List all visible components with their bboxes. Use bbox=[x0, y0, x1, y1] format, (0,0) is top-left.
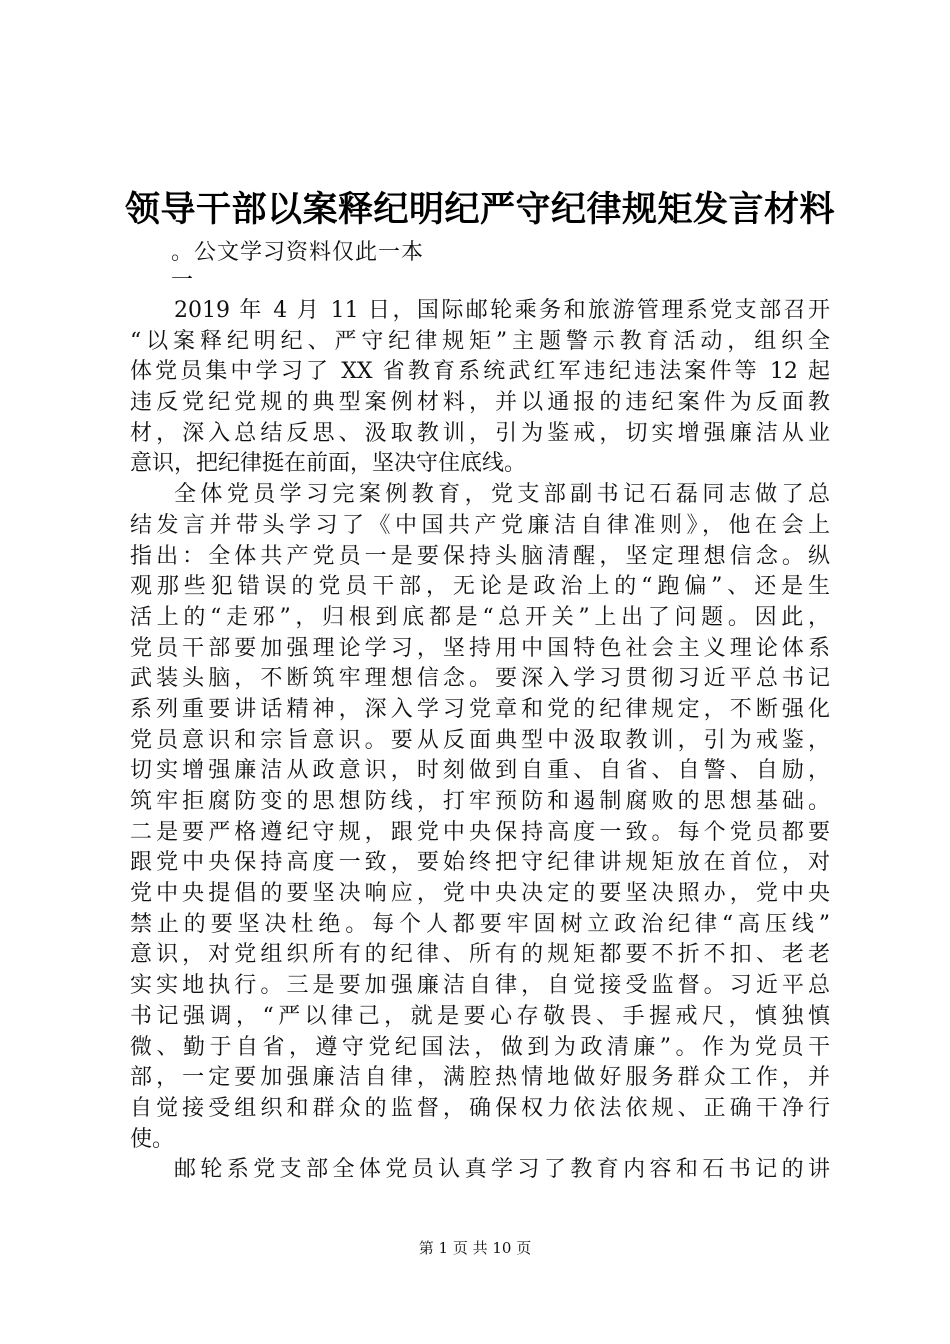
paragraph-2-line: 观那些犯错误的党员干部，无论是政治上的“跑偏”、还是生 bbox=[130, 574, 830, 600]
paragraph-2-line: 全体党员学习完案例教育，党支部副书记石磊同志做了总 bbox=[174, 482, 830, 508]
paragraph-2-line: 指出：全体共产党员一是要保持头脑清醒，坚定理想信念。纵 bbox=[130, 543, 830, 569]
paragraph-2-line: 使。 bbox=[130, 1126, 175, 1152]
paragraph-2-line: 武装头脑，不断筑牢理想信念。要深入学习贯彻习近平总书记 bbox=[130, 666, 830, 692]
paragraph-2-line: 二是要严格遵纪守规，跟党中央保持高度一致。每个党员都要 bbox=[130, 819, 830, 845]
paragraph-1-line: 材，深入总结反思、汲取教训，引为鉴戒，切实增强廉洁从业 bbox=[130, 420, 830, 446]
document-title: 领导干部以案释纪明纪严守纪律规矩发言材料 bbox=[124, 189, 835, 230]
paragraph-2-line: 禁止的要坚决杜绝。每个人都要牢固树立政治纪律“高压线” bbox=[130, 911, 830, 937]
paragraph-2-line: 自觉接受组织和群众的监督，确保权力依法依规、正确干净行 bbox=[130, 1095, 830, 1121]
paragraph-2-line: 实实地执行。三是要加强廉洁自律，自觉接受监督。习近平总 bbox=[130, 973, 830, 999]
paragraph-2-line: 意识，对党组织所有的纪律、所有的规矩都要不折不扣、老老 bbox=[130, 942, 830, 968]
paragraph-2-line: 书记强调，“严以律己，就是要心存敬畏、手握戒尺，慎独慎 bbox=[130, 1003, 830, 1029]
page-footer: 第 1 页 共 10 页 bbox=[418, 1239, 532, 1257]
paragraph-1-line: “以案释纪明纪、严守纪律规矩”主题警示教育活动，组织全 bbox=[130, 328, 830, 354]
paragraph-1-line: 违反党纪党规的典型案例材料，并以通报的违纪案件为反面教 bbox=[130, 390, 830, 416]
paragraph-2-line: 活上的“走邪”，归根到底都是“总开关”上出了问题。因此， bbox=[130, 604, 830, 630]
paragraph-2-line: 切实增强廉洁从政意识，时刻做到自重、自省、自警、自励， bbox=[130, 758, 830, 784]
paragraph-2-line: 结发言并带头学习了《中国共产党廉洁自律准则》，他在会上 bbox=[130, 512, 830, 538]
paragraph-2-line: 筑牢拒腐防变的思想防线，打牢预防和遏制腐败的思想基础。 bbox=[130, 789, 830, 814]
paragraph-3-line: 邮轮系党支部全体党员认真学习了教育内容和石书记的讲 bbox=[174, 1157, 830, 1183]
paragraph-1-line: 意识，把纪律挺在前面，坚决守住底线。 bbox=[130, 451, 527, 477]
paragraph-2-line: 跟党中央保持高度一致，要始终把守纪律讲规矩放在首位，对 bbox=[130, 850, 830, 876]
paragraph-2-line: 部，一定要加强廉洁自律，满腔热情地做好服务群众工作，并 bbox=[130, 1065, 830, 1091]
section-marker: 一 bbox=[171, 268, 194, 293]
document-subtitle: 。公文学习资料仅此一本 bbox=[171, 240, 425, 265]
paragraph-2-line: 党员意识和宗旨意识。要从反面典型中汲取教训，引为戒鉴， bbox=[130, 727, 830, 753]
paragraph-1-line: 2019 年 4 月 11 日，国际邮轮乘务和旅游管理系党支部召开 bbox=[174, 298, 830, 323]
paragraph-2-line: 党员干部要加强理论学习，坚持用中国特色社会主义理论体系 bbox=[130, 635, 830, 661]
body-text bbox=[130, 296, 830, 1186]
paragraph-2-line: 党中央提倡的要坚决响应，党中央决定的要坚决照办，党中央 bbox=[130, 881, 830, 907]
paragraph-2-line: 微、勤于自省，遵守党纪国法，做到为政清廉”。作为党员干 bbox=[130, 1034, 830, 1060]
paragraph-2-line: 系列重要讲话精神，深入学习党章和党的纪律规定，不断强化 bbox=[130, 696, 830, 722]
paragraph-1-line: 体党员集中学习了 XX 省教育系统武红军违纪违法案件等 12 起 bbox=[130, 359, 830, 385]
